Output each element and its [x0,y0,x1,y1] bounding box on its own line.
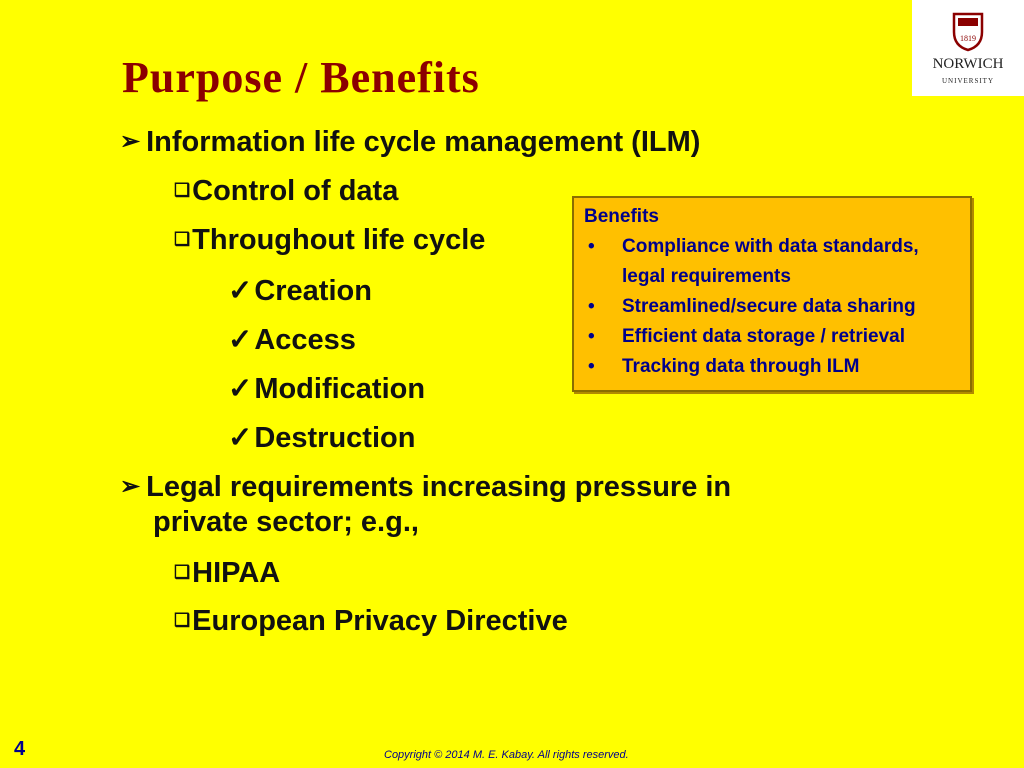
bullet-destruction: ✓Destruction [228,422,416,454]
benefits-item: • Compliance with data standards, legal requirements [584,232,960,292]
checkmark-icon: ✓ [228,324,253,356]
bullet-dot-icon: • [588,296,595,317]
shield-icon [950,8,986,52]
logo-name: NORWICH [932,56,1004,72]
university-logo [912,0,1024,96]
page-number: 4 [14,738,26,760]
benefits-list [584,232,960,382]
benefits-box [572,196,972,392]
benefits-item: • Efficient data storage / retrieval [584,322,960,352]
bullet-dot-icon: • [588,236,595,257]
bullet-throughout: ❑Throughout life cycle [174,224,486,256]
bullet-modification: ✓Modification [228,373,426,405]
bullet-ilm: ➢ Information life cycle management (ILM) [120,126,701,158]
bullet-dot-icon: • [588,356,595,377]
checkbox-bullet-icon: ❑ [174,610,191,630]
checkmark-icon: ✓ [228,373,253,405]
logo-subtitle: UNIVERSITY [942,77,994,85]
copyright-notice: Copyright © 2014 M. E. Kabay. All rights reserved. [384,749,629,761]
bullet-hipaa: ❑HIPAA [174,557,281,589]
bullet-dot-icon: • [588,326,595,347]
benefits-item: • Streamlined/secure data sharing [584,292,960,322]
checkmark-icon: ✓ [228,422,253,454]
checkbox-bullet-icon: ❑ [174,562,191,582]
bullet-creation: ✓Creation [228,275,372,307]
bullet-legal-continued: private sector; e.g., [153,506,419,538]
bullet-legal: ➢ Legal requirements increasing pressure in [120,471,732,503]
arrow-bullet-icon: ➢ [120,473,141,500]
bullet-control: ❑Control of data [174,175,399,207]
logo-year: 1819 [960,34,976,43]
checkbox-bullet-icon: ❑ [174,229,191,249]
benefits-item: • Tracking data through ILM [584,352,960,382]
checkmark-icon: ✓ [228,275,253,307]
bullet-directive: ❑European Privacy Directive [174,605,568,637]
bullet-access: ✓Access [228,324,356,356]
benefits-heading: Benefits [584,206,659,227]
arrow-bullet-icon: ➢ [120,128,141,155]
checkbox-bullet-icon: ❑ [174,180,191,200]
slide-title: Purpose / Benefits [122,53,480,102]
